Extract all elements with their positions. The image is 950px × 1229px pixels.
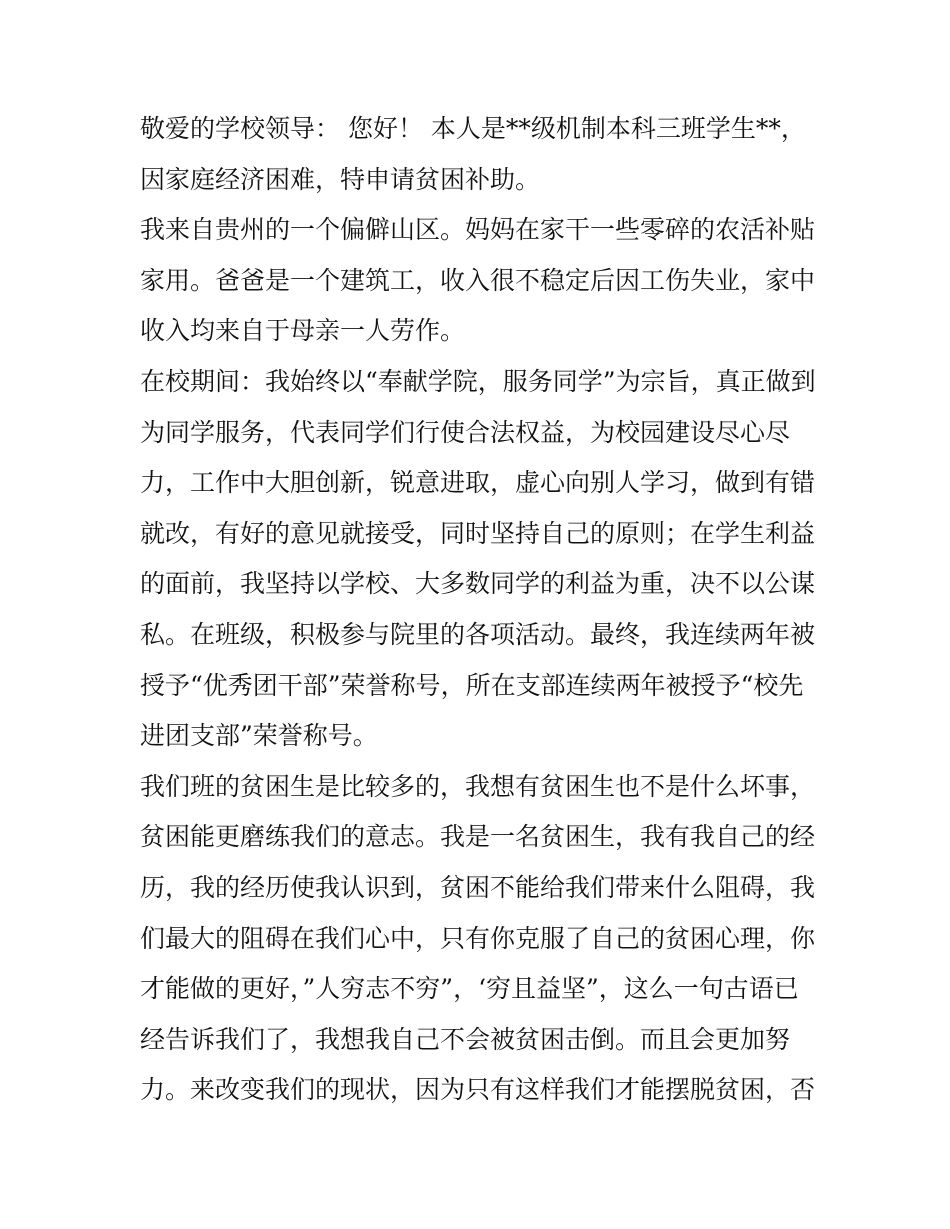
- application-letter-body: [140, 104, 830, 1116]
- text-line: 的面前，我坚持以学校、大多数同学的利益为重，决不以公谋: [140, 569, 816, 599]
- text-line: 我来自贵州的一个偏僻山区。妈妈在家干一些零碎的农活补贴: [140, 215, 816, 245]
- text-line: 们最大的阻碍在我们心中，只有你克服了自己的贫困心理，你: [140, 923, 816, 953]
- text-line: 收入均来自于母亲一人劳作。: [140, 316, 466, 346]
- text-line: 在校期间：我始终以“奉献学院，服务同学”为宗旨，真正做到: [140, 366, 816, 396]
- text-line: 力。来改变我们的现状，因为只有这样我们才能摆脱贫困，否: [140, 1075, 816, 1105]
- text-line: 授予“优秀团干部”荣誉称号，所在支部连续两年被授予“校先: [140, 670, 804, 700]
- text-line: 就改，有好的意见就接受，同时坚持自己的原则；在学生利益: [140, 518, 816, 548]
- text-line: 才能做的更好，”人穷志不穷”，‘穷且益坚”，这么一句古语已: [140, 974, 799, 1004]
- text-line: 为同学服务，代表同学们行使合法权益，为校园建设尽心尽: [140, 417, 791, 447]
- text-line: 贫困能更磨练我们的意志。我是一名贫困生，我有我自己的经: [140, 822, 816, 852]
- text-line: 敬爱的学校领导： 您好！ 本人是**级机制本科三班学生**，: [140, 114, 806, 143]
- text-line: 历，我的经历使我认识到，贫困不能给我们带来什么阻碍，我: [140, 872, 816, 902]
- text-line: 私。在班级，积极参与院里的各项活动。最终，我连续两年被: [140, 619, 816, 649]
- text-line: 家用。爸爸是一个建筑工，收入很不稳定后因工伤失业，家中: [140, 265, 816, 295]
- text-line: 进团支部”荣誉称号。: [140, 721, 378, 751]
- text-line: 我们班的贫困生是比较多的，我想有贫困生也不是什么坏事，: [140, 771, 816, 801]
- text-line: 经告诉我们了，我想我自己不会被贫困击倒。而且会更加努: [140, 1024, 791, 1054]
- text-line: 力，工作中大胆创新，锐意进取，虚心向别人学习，做到有错: [140, 468, 816, 498]
- text-line: 因家庭经济困难，特申请贫困补助。: [140, 164, 541, 194]
